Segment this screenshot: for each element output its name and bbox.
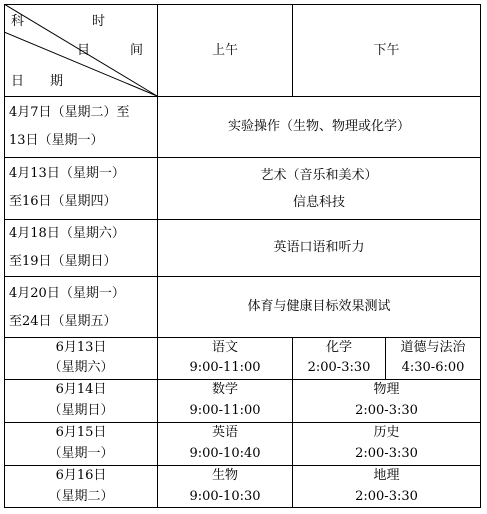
june-weekday: （星期六） bbox=[48, 360, 114, 375]
am-time: 9:00-10:30 bbox=[189, 489, 261, 504]
june-date: 6月15日 bbox=[55, 425, 107, 440]
june-weekday: （星期一） bbox=[48, 446, 114, 461]
corner-label-jian: 间 bbox=[130, 43, 144, 58]
spring-subject: 实验操作（生物、物理或化学） bbox=[227, 119, 410, 134]
pm-subject: 地理 bbox=[373, 468, 400, 483]
pm-subject: 化学 bbox=[325, 340, 352, 355]
spring-date-line2: 13日（星期一） bbox=[9, 133, 104, 148]
row-line bbox=[4, 337, 481, 338]
spring-date-line2: 至19日（星期日） bbox=[9, 254, 117, 269]
pm-time: 2:00-3:30 bbox=[355, 403, 418, 418]
spring-subject: 体育与健康目标效果测试 bbox=[247, 299, 391, 314]
am-time: 9:00-10:40 bbox=[189, 446, 261, 461]
am-subject: 生物 bbox=[211, 468, 238, 483]
june-date: 6月13日 bbox=[55, 340, 107, 355]
corner-label-mu: 目 bbox=[77, 43, 91, 58]
am-subject: 英语 bbox=[211, 425, 238, 440]
spring-date-line2: 至16日（星期四） bbox=[9, 194, 117, 209]
border-right bbox=[480, 4, 481, 508]
pm-subject: 道德与法治 bbox=[400, 340, 466, 355]
border-bottom bbox=[4, 507, 481, 508]
june-date: 6月16日 bbox=[55, 468, 107, 483]
row-line bbox=[4, 276, 481, 277]
spring-date-line2: 至24日（星期五） bbox=[9, 314, 117, 329]
corner-label-shi: 时 bbox=[92, 14, 106, 29]
header-afternoon: 下午 bbox=[373, 43, 400, 58]
am-time: 9:00-11:00 bbox=[189, 360, 261, 375]
spring-subject: 英语口语和听力 bbox=[273, 240, 365, 255]
row-line bbox=[4, 422, 481, 423]
pm-time: 2:00-3:30 bbox=[307, 360, 371, 375]
corner-label-ke: 科 bbox=[11, 14, 25, 29]
june-weekday: （星期二） bbox=[48, 489, 114, 504]
pm-time: 2:00-3:30 bbox=[355, 446, 418, 461]
pm-time: 2:00-3:30 bbox=[355, 489, 418, 504]
header-morning: 上午 bbox=[211, 43, 238, 58]
corner-label-qi: 期 bbox=[50, 74, 64, 89]
row-line bbox=[4, 157, 481, 158]
spring-date-line1: 4月20日（星期一） bbox=[9, 286, 125, 301]
am-subject: 语文 bbox=[211, 340, 238, 355]
june-weekday: （星期日） bbox=[48, 403, 114, 418]
spring-date-line1: 4月18日（星期六） bbox=[9, 226, 125, 241]
spring-subject: 艺术（音乐和美术） bbox=[260, 168, 378, 183]
spring-date-line1: 4月7日（星期二）至 bbox=[9, 105, 130, 120]
pm-subject: 物理 bbox=[373, 382, 400, 397]
corner-label-ri: 日 bbox=[11, 74, 25, 89]
exam-schedule-table bbox=[4, 4, 481, 508]
spring-subject-line2: 信息科技 bbox=[292, 195, 345, 210]
row-line bbox=[4, 379, 481, 380]
spring-date-line1: 4月13日（星期一） bbox=[9, 166, 125, 181]
am-subject: 数学 bbox=[211, 382, 238, 397]
am-time: 9:00-11:00 bbox=[189, 403, 261, 418]
pm-time: 4:30-6:00 bbox=[401, 360, 465, 375]
row-line bbox=[4, 219, 481, 220]
june-date: 6月14日 bbox=[55, 382, 107, 397]
row-line bbox=[4, 465, 481, 466]
pm-subject: 历史 bbox=[373, 425, 400, 440]
